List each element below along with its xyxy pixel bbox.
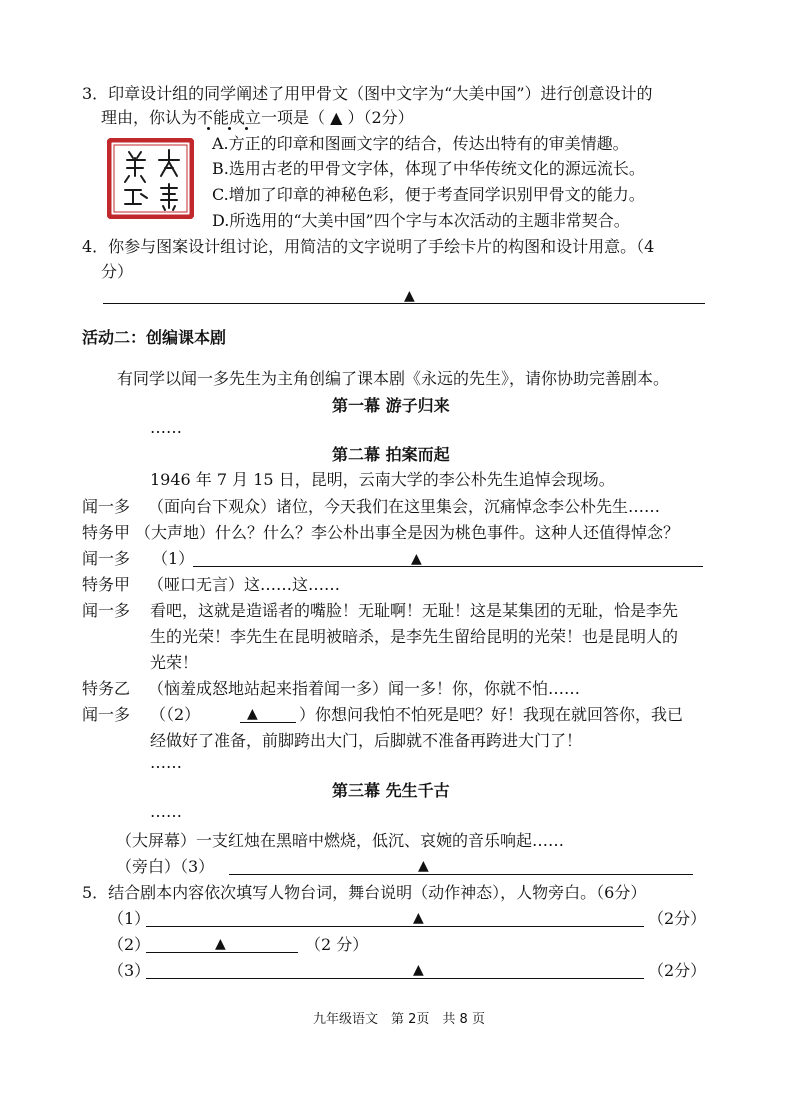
blank-marker: ▲ — [247, 706, 258, 722]
emphasis-dot — [207, 127, 210, 130]
q5-answer-1-line[interactable] — [146, 926, 644, 927]
act3-title: 第三幕 先生千古 — [332, 781, 450, 800]
q5-answer-3-line[interactable] — [146, 978, 644, 979]
dialogue-line: ）你想问我怕不怕死是吧？好！我现在就回答你，我已 — [299, 705, 684, 724]
dialogue-line: 经做好了准备，前脚跨出大门，后脚就不准备再跨进大门了！ — [150, 731, 583, 750]
speaker: 闻一多 — [82, 549, 131, 568]
q5-item-2-score: （2 分） — [305, 935, 369, 954]
dialogue-line: （面向台下观众）诸位，今天我们在这里集会，沉痛悼念李公朴先生…… — [148, 497, 661, 516]
q4-line1: 4．你参与图案设计组讨论，用简洁的文字说明了手绘卡片的构图和设计用意。（4 — [82, 237, 655, 256]
q3-line1: 3．印章设计组的同学阐述了用甲骨文（图中文字为“大美中国”）进行创意设计的 — [82, 84, 653, 103]
dialogue-line: 看吧，这就是造谣者的嘴脸！无耻啊！无耻！这是某集团的无耻，恰是李先 — [150, 601, 679, 620]
q5-answer-2-line[interactable] — [146, 952, 298, 953]
q3-line2: 理由，你认为不能成立一项是（ ▲ ）（2分） — [101, 108, 414, 127]
scene-description: 1946 年 7 月 15 日，昆明，云南大学的李公朴先生追悼会现场。 — [150, 470, 615, 489]
q3-option-b: B.选用古老的甲骨文字体，体现了中华传统文化的源远流长。 — [212, 159, 645, 178]
activity2-title: 活动二：创编课本剧 — [82, 328, 227, 347]
blank-marker: ▲ — [404, 288, 415, 304]
blank-marker: ▲ — [418, 858, 429, 874]
q5-item-1-label: （1） — [108, 909, 151, 928]
blank-marker: ▲ — [215, 936, 226, 952]
q3-option-c: C.增加了印章的神秘色彩，便于考查同学识别甲骨文的能力。 — [212, 185, 645, 204]
activity2-intro: 有同学以闻一多先生为主角创编了课本剧《永远的先生》，请你协助完善剧本。 — [117, 369, 670, 388]
q3-option-d: D.所选用的“大美中国”四个字与本次活动的主题非常契合。 — [212, 211, 630, 230]
q5-item-2-label: （2） — [108, 935, 151, 954]
emphasis-dot — [245, 127, 248, 130]
page-footer: 九年级语文 第 2页 共 8 页 — [313, 1012, 485, 1027]
q5-item-3-label: （3） — [108, 961, 151, 980]
q5-stem: 5．结合剧本内容依次填写人物台词，舞台说明（动作神态），人物旁白。（6分） — [82, 883, 647, 902]
blank-label-2: （（2） — [150, 705, 201, 724]
speaker: 闻一多 — [82, 705, 131, 724]
dialogue-line: 光荣！ — [150, 653, 199, 672]
blank-2-line[interactable] — [240, 722, 296, 723]
speaker: 闻一多 — [82, 497, 131, 516]
speaker: 特务甲 — [82, 575, 131, 594]
blank-label-1: （1） — [152, 549, 195, 568]
blank-3-line[interactable] — [229, 874, 693, 875]
q4-line2: 分） — [101, 262, 134, 281]
act2-title: 第二幕 拍案而起 — [332, 445, 450, 464]
blank-marker: ▲ — [413, 962, 424, 978]
screen-direction: （大屏幕）一支红烛在黑暗中燃烧，低沉、哀婉的音乐响起…… — [116, 831, 565, 850]
seal-image — [107, 138, 194, 219]
dialogue-line: 生的光荣！李先生在昆明被暗杀，是李先生留给昆明的光荣！也是昆明人的 — [150, 627, 679, 646]
blank-marker: ▲ — [411, 551, 422, 567]
dialogue-line: （哑口无言）这……这…… — [148, 575, 341, 594]
speaker: 特务甲 — [82, 523, 131, 542]
act1-title: 第一幕 游子归来 — [332, 396, 450, 415]
jiaguwen-seal-icon — [107, 138, 194, 219]
dialogue-line: （恼羞成怒地站起来指着闻一多）闻一多！你，你就不怕…… — [148, 679, 581, 698]
ellipsis: …… — [150, 418, 182, 437]
emphasis-dot — [228, 127, 231, 130]
blank-marker: ▲ — [413, 910, 424, 926]
blank-1-line[interactable] — [193, 566, 703, 567]
q5-item-3-score: （2分） — [648, 961, 707, 980]
ellipsis: …… — [150, 802, 182, 821]
ellipsis: …… — [150, 753, 182, 772]
q3-option-a: A.方正的印章和图画文字的结合，传达出特有的审美情趣。 — [212, 134, 629, 153]
aside-label: （旁白）（3） — [116, 857, 215, 876]
q5-item-1-score: （2分） — [648, 909, 707, 928]
speaker: 闻一多 — [82, 601, 131, 620]
dialogue-line: （大声地）什么？什么？李公朴出事全是因为桃色事件。这种人还值得悼念？ — [135, 523, 680, 542]
speaker: 特务乙 — [82, 679, 131, 698]
